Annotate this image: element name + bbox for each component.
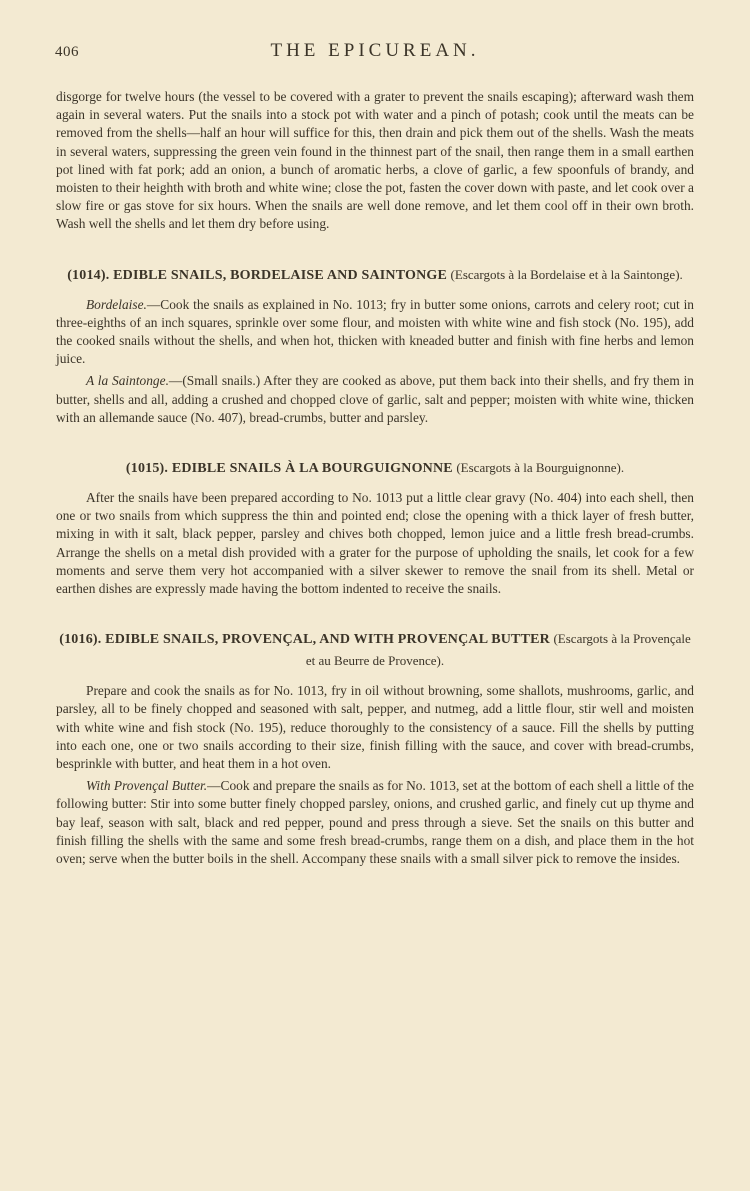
paragraph-text: —(Small snails.) After they are cooked as above, put them back into their shells, and fry them in butter, shells and all, adding a crushed and chopped clove of garlic, salt and pepper; moisten with white wine, thicken with an allemande sauce (No. 407), bread-crumbs, butter and parsley. [56,373,694,425]
recipe-paragraph [56,682,694,773]
paragraph-text: —Cook and prepare the snails as for No. 1013, set at the bottom of each shell a little of the following butter: Stir into some butter finely chopped parsley, onions, and crushed garlic, and finely cut up thyme and bay leaf, season with salt, black and red pepper, pound and press through a sieve. Set the snails on this butter and finish filling the shells with the same and some fresh bread-crumbs, range them on a dish, and place them in the hot oven; serve when the butter boils in the shell. Accompany these snails with a small silver pick to remove the insides. [56,778,694,867]
recipe-paragraph [56,372,694,427]
recipe-french-title: (Escargots à la Bordelaise et à la Saintonge). [450,266,683,282]
recipe-entry [56,264,694,427]
recipe-title: (1014). EDIBLE SNAILS, BORDELAISE AND SAINTONGE [67,267,448,283]
page-header [55,40,695,70]
recipe-entry [56,457,694,598]
recipe-entry [56,628,694,868]
page-number: 406 [55,44,79,60]
recipe-title: (1016). EDIBLE SNAILS, PROVENÇAL, AND WITH PROVENÇAL BUTTER [59,632,550,648]
paragraph-lead: With Provençal Butter. [86,778,208,794]
running-title: THE EPICUREAN. [270,40,480,61]
recipe-paragraph [56,777,694,868]
recipe-title: (1015). EDIBLE SNAILS À LA BOURGUIGNONNE [125,461,453,477]
page-content [56,88,694,868]
recipe-heading [56,457,694,479]
recipe-paragraph [56,296,694,369]
paragraph-text: Prepare and cook the snails as for No. 1013, fry in oil without browning, some shallots, mushrooms, garlic, and parsley, all to be finely chopped and seasoned with salt, pepper, and nutmeg, add a little flour, stir well and moisten with white wine and fish stock (No. 195), reduce thoroughly to the consistency of a sauce. Fill the shells by putting into each one, one or two snails according to their size, finish filling with the sauce, and cover with bread-crumbs, besprinkle with butter, and heat them in a hot oven. [56,683,694,772]
recipe-paragraph [56,489,694,598]
paragraph-lead: A la Saintonge. [86,373,169,389]
paragraph-lead: Bordelaise. [86,296,147,312]
recipe-french-title: (Escargots à la Provençale et au Beurre de Provence). [305,631,691,669]
recipe-heading [56,264,694,286]
recipe-heading [56,628,694,672]
paragraph-text: —Cook the snails as explained in No. 1013; fry in butter some onions, carrots and celery root; cut in three-eighths of an inch squares, sprinkle over some flour, and moisten with white wine and fish stock (No. 195), add the cooked snails without the shells, and when hot, thicken with kneaded butter and finish with fine herbs and lemon juice. [56,296,694,367]
paragraph-text: After the snails have been prepared according to No. 1013 put a little clear gravy (No. 404) into each shell, then one or two snails from which suppress the thin and pointed end; close the opening with a thick layer of fresh butter, mixing in with it salt, black pepper, parsley and chives both chopped, lemon juice and a little fresh bread-crumbs. Arrange the shells on a metal dish provided with a grater for the purpose of upholding the snails, let cook for a few moments and serve them very hot accompanied with a silver skewer to remove the snail from its shell. Metal or earthen dishes are expressly made having the bottom indented to receive the snails. [56,490,694,597]
recipe-french-title: (Escargots à la Bourguignonne). [456,460,625,476]
intro-paragraph: disgorge for twelve hours (the vessel to be covered with a grater to prevent the snails escaping); afterward wash them again in several waters. Put the snails into a stock pot with water and a pinch of potash; cook until the meats can be removed from the shells—half an hour will suffice for this, then drain and pick them out of the shells. Wash the meats in several waters, suppressing the green vein found in the thinnest part of the snail, then range them in a small earthen pot lined with fat pork; add an onion, a bunch of aromatic herbs, a clove of garlic, a few spoonfuls of brandy, and moisten to their heighth with broth and white wine; close the pot, fasten the cover down with paste, and let cook over a slow fire or gas stove for six hours. When the snails are well done remove, and let them cool off in their own broth. Wash well the shells and let them dry before using. [56,89,694,232]
